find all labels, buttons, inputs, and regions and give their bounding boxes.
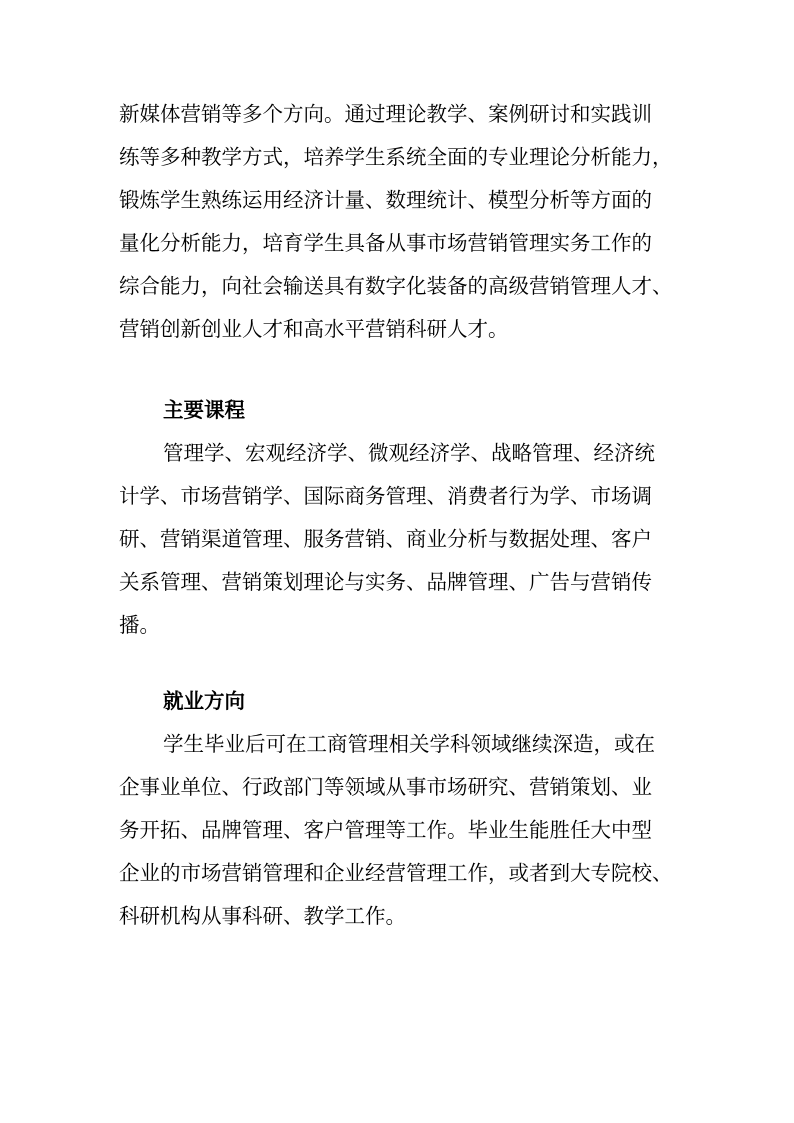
courses-heading: 主要课程 — [163, 398, 245, 422]
career-line-3: 务开拓、品牌管理、客户管理等工作。毕业生能胜任大中型 — [119, 818, 652, 842]
career-line-5: 科研机构从事科研、教学工作。 — [119, 904, 406, 928]
courses-line-2: 计学、市场营销学、国际商务管理、消费者行为学、市场调 — [119, 484, 652, 508]
intro-line-4: 量化分析能力，培育学生具备从事市场营销管理实务工作的 — [119, 231, 652, 255]
career-line-1: 学生毕业后可在工商管理相关学科领域继续深造，或在 — [163, 732, 655, 756]
career-line-2: 企事业单位、行政部门等领域从事市场研究、营销策划、业 — [119, 775, 652, 799]
courses-line-1: 管理学、宏观经济学、微观经济学、战略管理、经济统 — [163, 441, 655, 465]
intro-line-6: 营销创新创业人才和高水平营销科研人才。 — [119, 317, 509, 341]
career-heading: 就业方向 — [163, 689, 245, 713]
intro-line-3: 锻炼学生熟练运用经济计量、数理统计、模型分析等方面的 — [119, 188, 652, 212]
intro-line-2: 练等多种教学方式，培养学生系统全面的专业理论分析能力， — [119, 145, 673, 169]
courses-line-4: 关系管理、营销策划理论与实务、品牌管理、广告与营销传 — [119, 570, 652, 594]
career-line-4: 企业的市场营销管理和企业经营管理工作，或者到大专院校、 — [119, 861, 673, 885]
intro-line-1: 新媒体营销等多个方向。通过理论教学、案例研讨和实践训 — [119, 102, 652, 126]
courses-line-5: 播。 — [119, 613, 160, 637]
courses-line-3: 研、营销渠道管理、服务营销、商业分析与数据处理、客户 — [119, 527, 652, 551]
intro-line-5: 综合能力，向社会输送具有数字化装备的高级营销管理人才、 — [119, 274, 673, 298]
